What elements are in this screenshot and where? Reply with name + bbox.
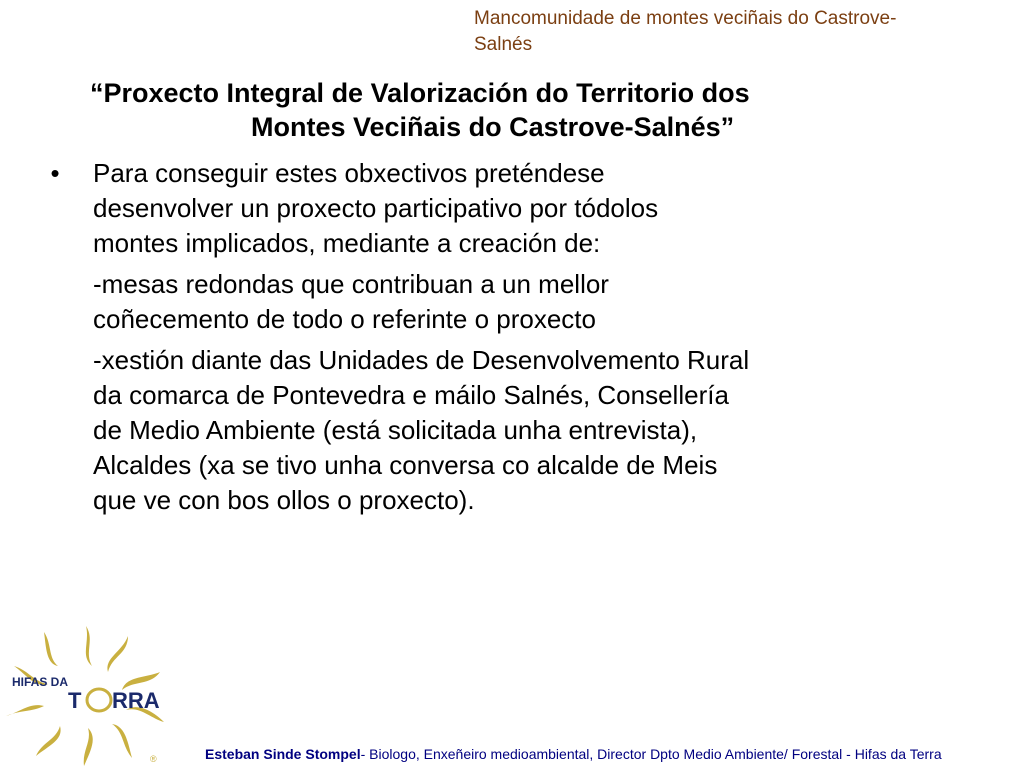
bullet-line-1: Para conseguir estes obxectivos preténdese bbox=[93, 158, 605, 188]
bullet-line-2: desenvolver un proxecto participativo por tódolos bbox=[93, 193, 659, 223]
footer-role: - Biologo, Enxeñeiro medioambiental, Director Dpto Medio Ambiente/ Forestal - Hifas da Terra bbox=[360, 746, 942, 762]
bullet-line-3: montes implicados, mediante a creación de: bbox=[93, 228, 601, 258]
bullet-paragraph bbox=[40, 156, 980, 261]
sub2-line-4: Alcaldes (xa se tivo unha conversa co alcalde de Meis bbox=[93, 450, 718, 480]
header-line-2: Salnés bbox=[474, 34, 533, 55]
slide-footer bbox=[205, 745, 1015, 763]
sub-paragraph-xestion bbox=[40, 343, 980, 518]
slide-body bbox=[40, 156, 980, 518]
title-line-2: Montes Veciñais do Castrove-Salnés” bbox=[251, 112, 735, 142]
sub2-line-2: da comarca de Pontevedra e máilo Salnés, Consellería bbox=[93, 380, 729, 410]
header-line-1: Mancomunidade de montes veciñais do Castrove- bbox=[474, 8, 897, 29]
registered-mark: ® bbox=[150, 754, 157, 764]
slide-title bbox=[80, 76, 960, 144]
sun-circle-icon bbox=[87, 689, 111, 711]
sub2-line-1: -xestión diante das Unidades de Desenvolvemento Rural bbox=[93, 345, 750, 375]
sub1-line-2: coñecemento de todo o referinte o proxecto bbox=[93, 304, 596, 334]
sub2-line-3: de Medio Ambiente (está solicitada unha entrevista), bbox=[93, 415, 698, 445]
logo-text-rra: RRA bbox=[112, 688, 160, 713]
sub2-line-5: que ve con bos ollos o proxecto). bbox=[93, 485, 475, 515]
sub1-line-1: -mesas redondas que contribuan a un mellor bbox=[93, 269, 609, 299]
logo-text-t: T bbox=[68, 688, 82, 713]
bullet-icon: • bbox=[50, 158, 60, 188]
footer-author: Esteban Sinde Stompel bbox=[205, 746, 361, 762]
slide-header bbox=[474, 6, 1004, 58]
title-line-1: “Proxecto Integral de Valorización do Territorio dos bbox=[90, 78, 750, 108]
hifas-da-terra-logo bbox=[0, 622, 175, 768]
logo-text-top: HIFAS DA bbox=[12, 675, 69, 689]
sub-paragraph-mesas bbox=[40, 267, 980, 337]
